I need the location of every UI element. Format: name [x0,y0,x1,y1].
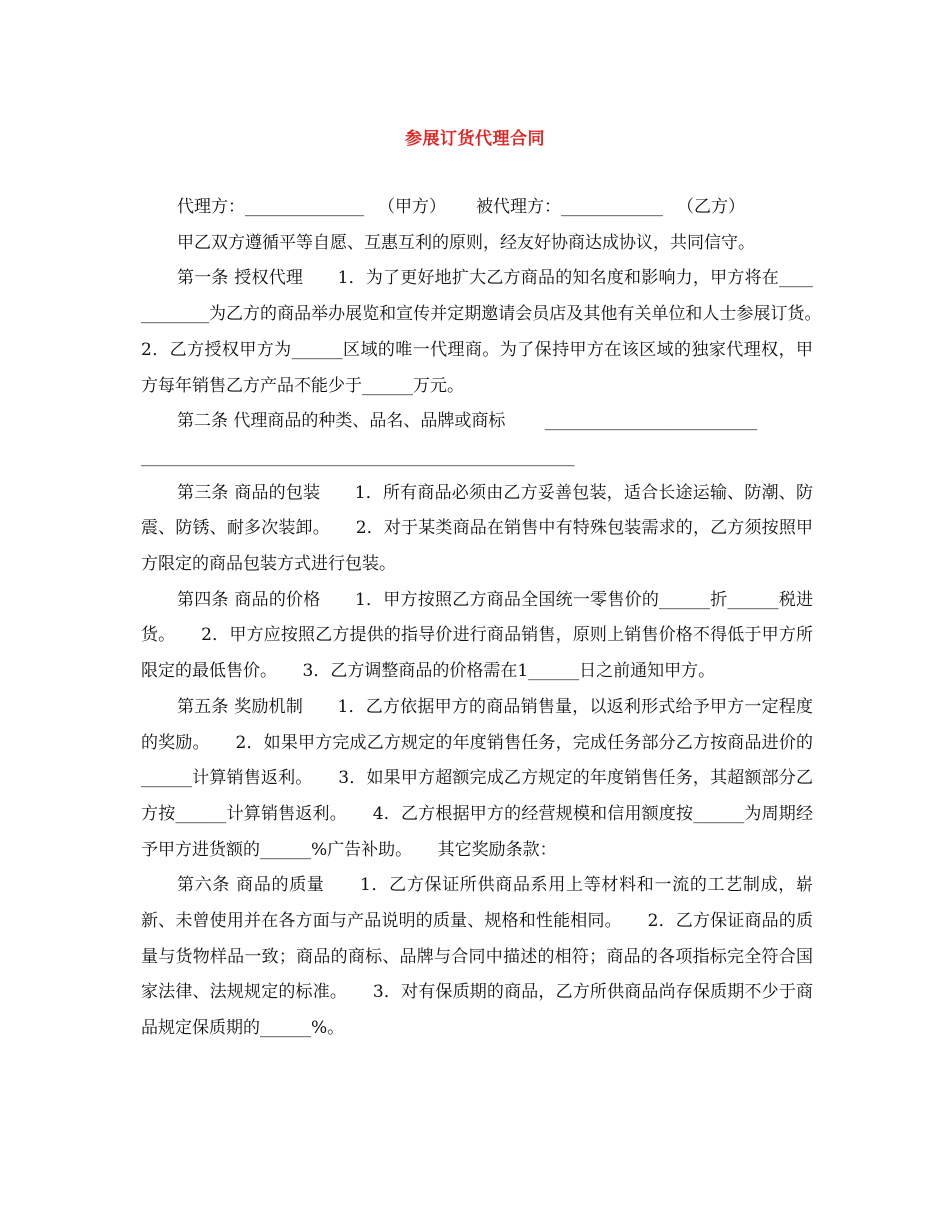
article-4: 第四条 商品的价格 1．甲方按照乙方商品全国统一零售价的______折______税进货。 2．甲方应按照乙方提供的指导价进行商品销售，原则上销售价格不得低于甲方所限定的最低售价。 3．乙方调整商品的价格需在1______日之前通知甲方。 [141,589,813,682]
agent-label: 代理方： [177,197,245,217]
preamble: 甲乙双方遵循平等自愿、互惠互利的原则，经友好协商达成协议，共同信守。 [177,232,755,253]
article-2-line-1: 第二条 代理商品的种类、品名、品牌或商标 _________________________ [177,411,758,432]
article-5: 第五条 奖励机制 1．乙方依据甲方的商品销售量，以返利形式给予甲方一定程度的奖励。 2．如果甲方完成乙方规定的年度销售任务，完成任务部分乙方按商品进价的______计算销售返利。 3．如果甲方超额完成乙方规定的年度销售任务，其超额部分乙方按______计算销售返利。 4．乙方根据甲方的经营规模和信用额度按______为周期经予甲方进货额的______%广告补助。 其它奖励条款： [141,696,813,860]
document-title: 参展订货代理合同 [405,129,545,149]
party-b-tag: （乙方） [677,197,745,217]
article-3: 第三条 商品的包装 1．所有商品必须由乙方妥善包装，适合长途运输、防潮、防震、防锈、耐多次装卸。 2．对于某类商品在销售中有特殊包装需求的，乙方须按照甲方限定的商品包装方式进行包装。 [141,482,813,575]
parties-line [141,190,813,226]
party-a-tag: （甲方） [378,197,446,217]
article-6: 第六条 商品的质量 1．乙方保证所供商品系用上等材料和一流的工艺制成，崭新、未曾使用并在各方面与产品说明的质量、规格和性能相同。 2．乙方保证商品的质量与货物样品一致；商品的商标、品牌与合同中描述的相符；商品的各项指标完全符合国家法律、法规规定的标准。 3．对有保质期的商品，乙方所供商品尚存保质期不少于商品规定保质期的______%。 [141,875,813,1039]
principal-label: 被代理方： [476,197,561,217]
principal-blank: ____________ [561,197,663,217]
article-1: 第一条 授权代理 1．为了更好地扩大乙方商品的知名度和影响力，甲方将在____________为乙方的商品举办展览和宣传并定期邀请会员店及其他有关单位和人士参展订货。 2．乙方授权甲方为______区域的唯一代理商。为了保持甲方在该区域的独家代理权，甲方每年销售乙方产品不能少于______万元。 [141,268,847,396]
article-2-line-2: ___________________________________________________ [141,446,575,467]
contract-body [141,190,847,1047]
agent-blank: ______________ [245,197,364,217]
